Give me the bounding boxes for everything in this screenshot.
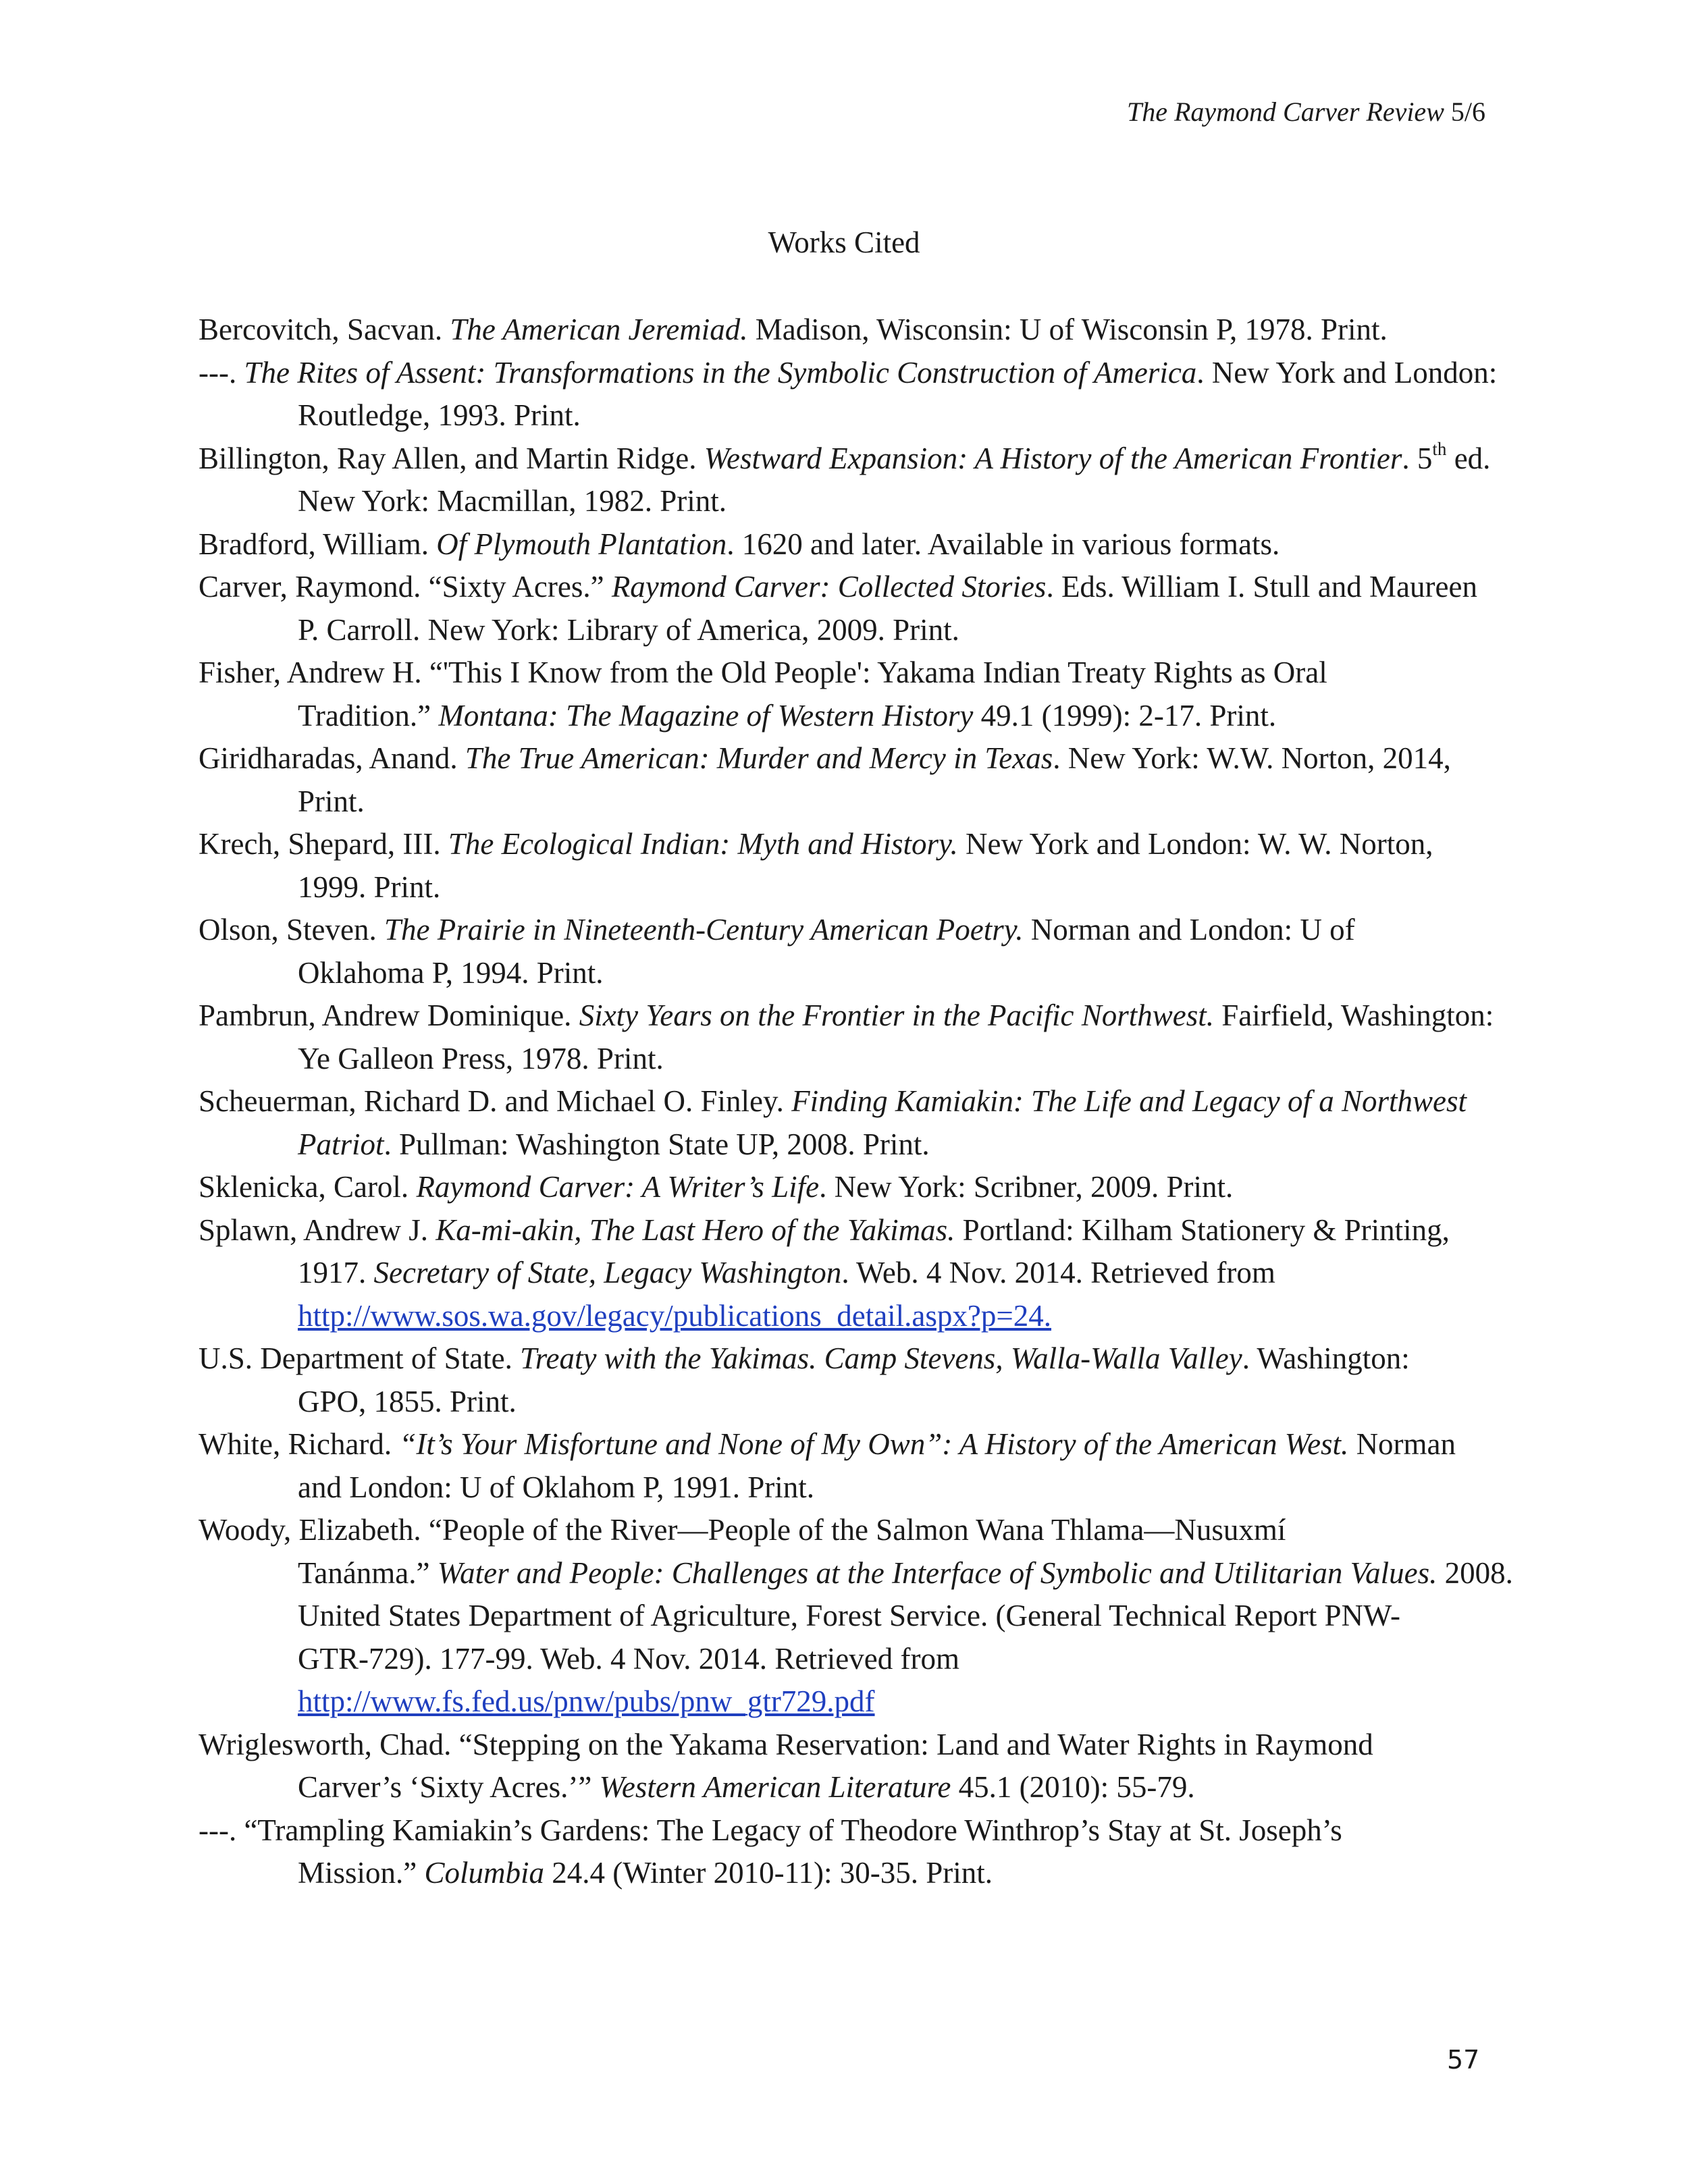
citation-entry: Bercovitch, Sacvan. The American Jeremiad. Madison, Wisconsin: U of Wisconsin P, 1978. Print.: [199, 313, 1388, 346]
citation-entry: Carver, Raymond. “Sixty Acres.” Raymond Carver: Collected Stories. Eds. William I. Stull and Maureen P. Carroll. New York: Library of America, 2009. Print.: [199, 570, 1477, 647]
citation-entry: ---. “Trampling Kamiakin’s Gardens: The Legacy of Theodore Winthrop’s Stay at St. Joseph’s Mission.” Columbia 24.4 (Winter 2010-11): 30-35. Print.: [199, 1813, 1342, 1890]
citation-entry: Billington, Ray Allen, and Martin Ridge. Westward Expansion: A History of the American Frontier. 5th ed. New York: Macmillan, 1982. Print.: [199, 438, 1491, 518]
citation-entry: Sklenicka, Carol. Raymond Carver: A Writer’s Life. New York: Scribner, 2009. Print.: [199, 1170, 1234, 1204]
work-title: Raymond Carver: A Writer’s Life: [416, 1170, 820, 1204]
citation-entry: White, Richard. “It’s Your Misfortune and None of My Own”: A History of the American West. Norman and London: U of Oklahom P, 1991. Print.: [199, 1427, 1456, 1504]
work-title: Western American Literature: [599, 1770, 951, 1804]
work-title: The American Jeremiad.: [450, 313, 748, 346]
work-title: Ka-mi-akin, The Last Hero of the Yakimas.: [436, 1213, 955, 1247]
work-title: Sixty Years on the Frontier in the Pacific Northwest.: [579, 998, 1215, 1032]
citation-entry: Bradford, William. Of Plymouth Plantation. 1620 and later. Available in various formats.: [199, 527, 1280, 561]
citation-link[interactable]: http://www.fs.fed.us/pnw/pubs/pnw_gtr729.pdf: [298, 1684, 875, 1718]
work-title: Finding Kamiakin: The Life and Legacy of a Northwest: [791, 1084, 1467, 1118]
work-title: Westward Expansion: A History of the American Frontier: [704, 441, 1402, 475]
issue-number: 5/6: [1450, 97, 1485, 127]
citation-entry: ---. The Rites of Assent: Transformations in the Symbolic Construction of America. New York and London: Routledge, 1993. Print.: [199, 355, 1498, 432]
work-title: Columbia: [424, 1856, 545, 1890]
work-title: Raymond Carver: Collected Stories: [611, 570, 1047, 604]
work-title: The Prairie in Nineteenth-Century American Poetry.: [384, 913, 1024, 947]
superscript: th: [1432, 438, 1447, 459]
citation-entry: Scheuerman, Richard D. and Michael O. Finley. Finding Kamiakin: The Life and Legacy of a Northwest Patriot. Pullman: Washington State UP, 2008. Print.: [199, 1084, 1467, 1161]
citation-entry: Splawn, Andrew J. Ka-mi-akin, The Last Hero of the Yakimas. Portland: Kilham Stationery & Printing, 1917. Secretary of State, Legacy Washington. Web. 4 Nov. 2014. Retrieved from http://www.sos.wa.gov/legacy/publications_detail.aspx?p=24.: [199, 1213, 1450, 1333]
page-number: 57: [1447, 2045, 1480, 2075]
citation-entry: Pambrun, Andrew Dominique. Sixty Years on the Frontier in the Pacific Northwest. Fairfield, Washington: Ye Galleon Press, 1978. Print.: [199, 998, 1494, 1075]
journal-title: The Raymond Carver Review: [1126, 97, 1444, 127]
work-title: The Ecological Indian: Myth and History.: [448, 827, 958, 861]
citation-entry: Wriglesworth, Chad. “Stepping on the Yakama Reservation: Land and Water Rights in Raymond Carver’s ‘Sixty Acres.’” Western American Literature 45.1 (2010): 55-79.: [199, 1727, 1373, 1804]
section-title: Works Cited: [768, 225, 920, 259]
work-title: The Rites of Assent: Transformations in the Symbolic Construction of America: [244, 355, 1197, 390]
work-title: Treaty with the Yakimas. Camp Stevens, Walla-Walla Valley: [520, 1341, 1242, 1375]
work-title: Of Plymouth Plantation: [436, 527, 727, 561]
work-title: Patriot: [298, 1127, 384, 1161]
citation-entry: U.S. Department of State. Treaty with the Yakimas. Camp Stevens, Walla-Walla Valley. Washington: GPO, 1855. Print.: [199, 1341, 1410, 1418]
work-title: Secretary of State, Legacy Washington: [373, 1256, 842, 1289]
citation-entry: Fisher, Andrew H. “'This I Know from the Old People': Yakama Indian Treaty Rights as Oral Tradition.” Montana: The Magazine of Western History 49.1 (1999): 2-17. Print.: [199, 656, 1327, 733]
citation-entry: Woody, Elizabeth. “People of the River—People of the Salmon Wana Thlama—Nusuxmí Tanánma.” Water and People: Challenges at the Interface of Symbolic and Utilitarian Values. 2008. United States Department of Agriculture, Forest Service. (General Technical Report PNW- GTR-729). 177-99. Web. 4 Nov. 2014. Retrieved from http://www.fs.fed.us/pnw/pubs/pnw_gtr729.pdf: [199, 1513, 1513, 1718]
work-title: Water and People: Challenges at the Interface of Symbolic and Utilitarian Values.: [437, 1555, 1438, 1590]
works-cited-list: [199, 309, 1513, 1895]
running-header: [1127, 99, 1485, 126]
citation-entry: Olson, Steven. The Prairie in Nineteenth-Century American Poetry. Norman and London: U of Oklahoma P, 1994. Print.: [199, 913, 1355, 990]
work-title: The True American: Murder and Mercy in Texas: [465, 741, 1053, 775]
citation-entry: Giridharadas, Anand. The True American: Murder and Mercy in Texas. New York: W.W. Norton, 2014, Print.: [199, 741, 1451, 818]
citation-entry: Krech, Shepard, III. The Ecological Indian: Myth and History. New York and London: W. W. Norton, 1999. Print.: [199, 827, 1433, 904]
work-title: “It’s Your Misfortune and None of My Own”: A History of the American West.: [399, 1427, 1349, 1461]
work-title: Montana: The Magazine of Western History: [438, 698, 974, 733]
citation-link[interactable]: http://www.sos.wa.gov/legacy/publications_detail.aspx?p=24.: [298, 1298, 1052, 1333]
